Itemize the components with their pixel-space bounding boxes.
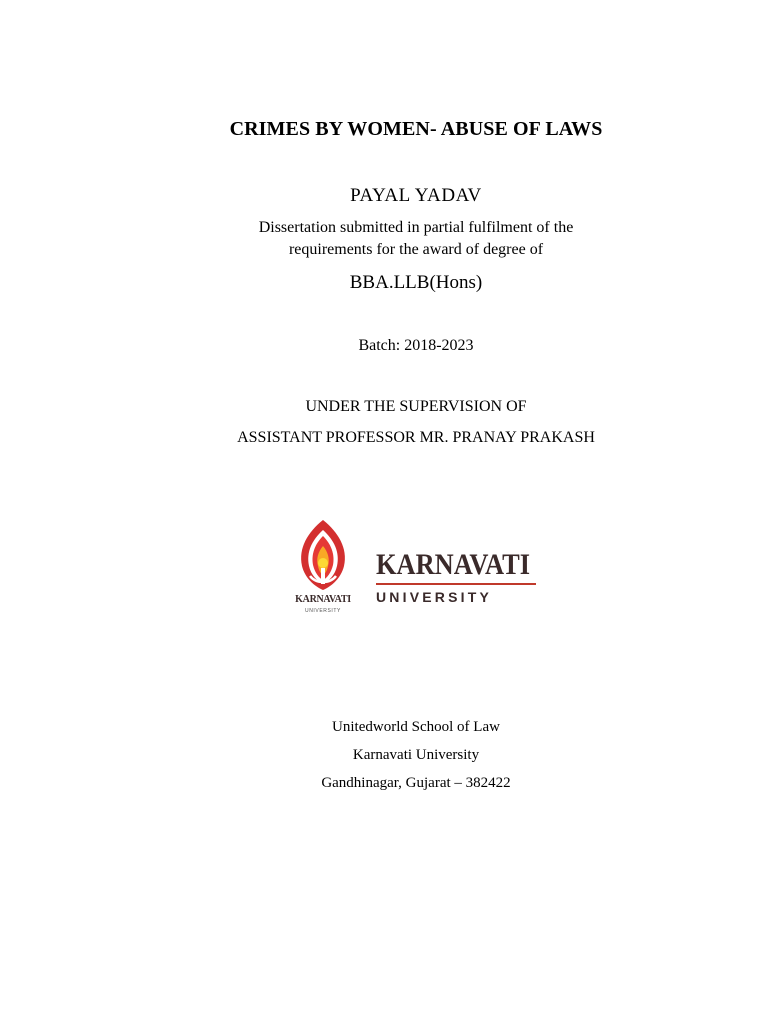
flame-core (318, 558, 328, 568)
emblem-subtitle: UNIVERSITY (304, 608, 341, 614)
description-line-1: Dissertation submitted in partial fulfilment of the (258, 219, 574, 236)
dissertation-title: CRIMES BY WOMEN- ABUSE OF LAWS (229, 118, 603, 140)
emblem-name: KARNAVATI (295, 594, 351, 605)
flame-emblem-graphic (288, 518, 358, 596)
flame-emblem-icon (288, 518, 358, 622)
university-name: Karnavati University (352, 747, 480, 763)
wordmark-subtitle: UNIVERSITY (376, 589, 493, 605)
author-name: PAYAL YADAV (350, 185, 482, 206)
wordmark-divider (376, 583, 536, 585)
batch-years: Batch: 2018-2023 (358, 337, 474, 354)
degree-name: BBA.LLB(Hons) (349, 272, 483, 293)
wordmark-main: KARNAVATI (376, 548, 531, 581)
supervision-heading: UNDER THE SUPERVISION OF (305, 398, 527, 415)
university-logo (288, 518, 548, 622)
university-wordmark (376, 550, 541, 605)
supervisor-name: ASSISTANT PROFESSOR MR. PRANAY PRAKASH (237, 429, 595, 446)
school-name: Unitedworld School of Law (332, 719, 500, 735)
city-address: Gandhinagar, Gujarat – 382422 (321, 775, 511, 791)
description-line-2: requirements for the award of degree of (288, 241, 544, 258)
